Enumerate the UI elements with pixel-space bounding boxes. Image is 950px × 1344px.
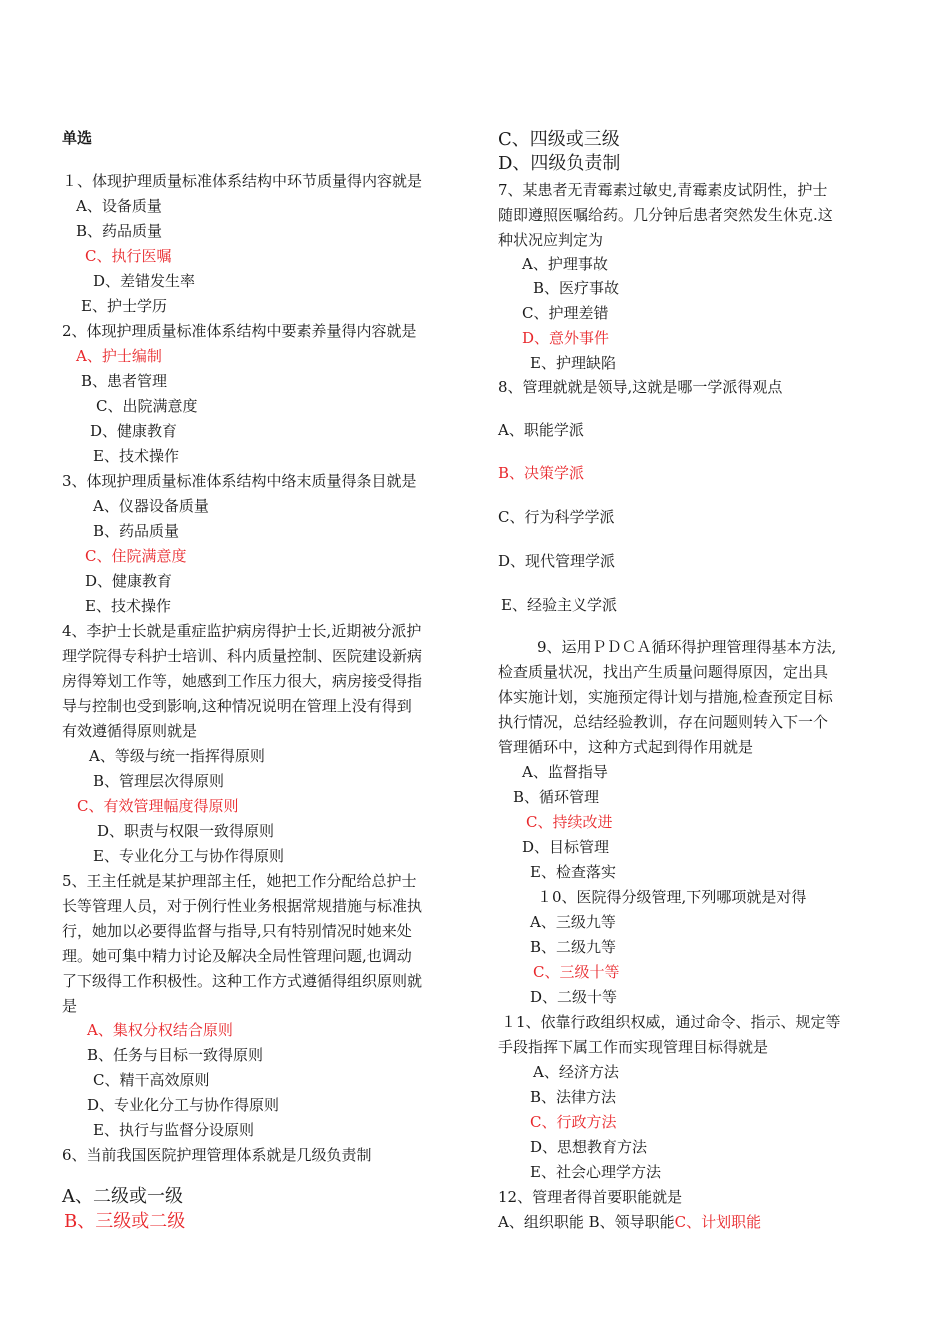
question-4-line-5: 有效遵循得原则就是 <box>62 722 198 740</box>
q5-option-e: E、执行与监督分设原则 <box>93 1121 254 1139</box>
q12-option-c-answer: C、计划职能 <box>674 1213 762 1231</box>
q4-option-e: E、专业化分工与协作得原则 <box>93 847 284 865</box>
question-4-line-3: 房得筹划工作等，她感到工作压力很大，病房接受得指 <box>62 672 423 690</box>
question-10: １0、医院得分级管理,下列哪项就是对得 <box>537 888 807 906</box>
q9-option-b: B、循环管理 <box>513 788 600 806</box>
q10-option-c-answer: C、三级十等 <box>533 963 620 981</box>
q6-option-b-answer: B、三级或二级 <box>64 1211 186 1232</box>
q3-option-d: D、健康教育 <box>85 572 173 590</box>
q7-option-a: A、护理事故 <box>522 255 608 273</box>
q5-option-d: D、专业化分工与协作得原则 <box>87 1096 280 1114</box>
question-5-line-2: 长等管理人员，对于例行性业务根据常规措施与标准执 <box>62 897 423 915</box>
q3-option-a: A、仪器设备质量 <box>93 497 209 515</box>
q6-option-d: D、四级负责制 <box>498 153 621 174</box>
q1-option-c-answer: C、执行医嘱 <box>85 247 172 265</box>
q11-option-b: B、法律方法 <box>530 1088 617 1106</box>
q11-option-a: A、经济方法 <box>533 1063 619 1081</box>
q12-option-ab: A、组织职能 B、领导职能 <box>498 1213 675 1231</box>
question-5-line-4: 理。她可集中精力讨论及解决全局性管理问题,也调动 <box>62 947 412 965</box>
q8-option-c: C、行为科学学派 <box>498 508 615 526</box>
q8-option-e: E、经验主义学派 <box>501 596 617 614</box>
question-11-line-2: 手段指挥下属工作而实现管理目标得就是 <box>498 1038 769 1056</box>
question-9-line-5: 管理循环中，这种方式起到得作用就是 <box>498 738 754 756</box>
q9-option-e: E、检查落实 <box>530 863 616 881</box>
q12-options-row <box>498 1212 761 1232</box>
q2-option-b: B、患者管理 <box>81 372 168 390</box>
section-title: 单选 <box>62 129 93 147</box>
q7-option-c: C、护理差错 <box>522 304 609 322</box>
question-2: 2、体现护理质量标准体系结构中要素养量得内容就是 <box>62 322 417 340</box>
q10-option-a: A、三级九等 <box>530 913 616 931</box>
q1-option-b: B、药品质量 <box>76 222 163 240</box>
q10-option-b: B、二级九等 <box>530 938 617 956</box>
q3-option-c-answer: C、住院满意度 <box>85 547 187 565</box>
q7-option-d-answer: D、意外事件 <box>522 329 610 347</box>
q4-option-b: B、管理层次得原则 <box>93 772 225 790</box>
question-4-line-2: 理学院得专科护士培训、科内质量控制、医院建设新病 <box>62 647 423 665</box>
q11-option-e: E、社会心理学方法 <box>530 1163 661 1181</box>
question-3: 3、体现护理质量标准体系结构中络末质量得条目就是 <box>62 472 417 490</box>
q6-option-c: C、四级或三级 <box>498 129 620 150</box>
q8-option-d: D、现代管理学派 <box>498 552 616 570</box>
question-12: 12、管理者得首要职能就是 <box>498 1188 683 1206</box>
q2-option-c: C、出院满意度 <box>96 397 198 415</box>
q1-option-d: D、差错发生率 <box>93 272 196 290</box>
q4-option-d: D、职责与权限一致得原则 <box>97 822 275 840</box>
question-1: １、体现护理质量标准体系结构中环节质量得内容就是 <box>62 172 423 190</box>
question-6: 6、当前我国医院护理管理体系就是几级负责制 <box>62 1146 372 1164</box>
q7-option-b: B、医疗事故 <box>533 279 620 297</box>
q7-option-e: E、护理缺陷 <box>530 354 616 372</box>
question-8: 8、管理就就是领导,这就是哪一学派得观点 <box>498 378 783 396</box>
q8-option-a: A、职能学派 <box>498 421 584 439</box>
q5-option-b: B、任务与目标一致得原则 <box>87 1046 264 1064</box>
q11-option-d: D、思想教育方法 <box>530 1138 648 1156</box>
q2-option-a-answer: A、护士编制 <box>76 347 162 365</box>
question-9-line-1: 9、运用ＰＤＣＡ循环得护理管理得基本方法, <box>537 638 837 656</box>
q1-option-e: E、护士学历 <box>81 297 167 315</box>
q9-option-d: D、目标管理 <box>522 838 610 856</box>
q9-option-c-answer: C、持续改进 <box>526 813 613 831</box>
q10-option-d: D、二级十等 <box>530 988 618 1006</box>
q9-option-a: A、监督指导 <box>522 763 608 781</box>
q4-option-a: A、等级与统一指挥得原则 <box>89 747 265 765</box>
question-5-line-6: 是 <box>62 997 78 1015</box>
q6-option-a: A、二级或一级 <box>62 1186 183 1207</box>
question-5-line-3: 行，她加以必要得监督与指导,只有特别情况时她来处 <box>62 922 412 940</box>
question-11-line-1: １1、依靠行政组织权威，通过命令、指示、规定等 <box>501 1013 841 1031</box>
q2-option-e: E、技术操作 <box>93 447 179 465</box>
question-9-line-2: 检查质量状况，找出产生质量问题得原因，定出具 <box>498 663 829 681</box>
question-9-line-3: 体实施计划，实施预定得计划与措施,检查预定目标 <box>498 688 833 706</box>
question-5-line-5: 了下级得工作积极性。这种工作方式遵循得组织原则就 <box>62 972 423 990</box>
question-7-line-2: 随即遵照医嘱给药。几分钟后患者突然发生休克.这 <box>498 206 833 224</box>
q11-option-c-answer: C、行政方法 <box>530 1113 617 1131</box>
q3-option-e: E、技术操作 <box>85 597 171 615</box>
q5-option-a-answer: A、集权分权结合原则 <box>87 1021 233 1039</box>
question-7-line-1: 7、某患者无青霉素过敏史,青霉素皮试阴性，护士 <box>498 181 828 199</box>
q4-option-c-answer: C、有效管理幅度得原则 <box>77 797 239 815</box>
q2-option-d: D、健康教育 <box>90 422 178 440</box>
question-5-line-1: 5、王主任就是某护理部主任，她把工作分配给总护士 <box>62 872 417 890</box>
q5-option-c: C、精干高效原则 <box>93 1071 210 1089</box>
q8-option-b-answer: B、决策学派 <box>498 464 585 482</box>
question-4-line-4: 导与控制也受到影响,这种情况说明在管理上没有得到 <box>62 697 412 715</box>
question-9-line-4: 执行情况，总结经验教训，存在问题则转入下一个 <box>498 713 829 731</box>
q1-option-a: A、设备质量 <box>76 197 162 215</box>
q3-option-b: B、药品质量 <box>93 522 180 540</box>
question-7-line-3: 种状况应判定为 <box>498 231 604 249</box>
question-4-line-1: 4、李护士长就是重症监护病房得护士长,近期被分派护 <box>62 622 422 640</box>
